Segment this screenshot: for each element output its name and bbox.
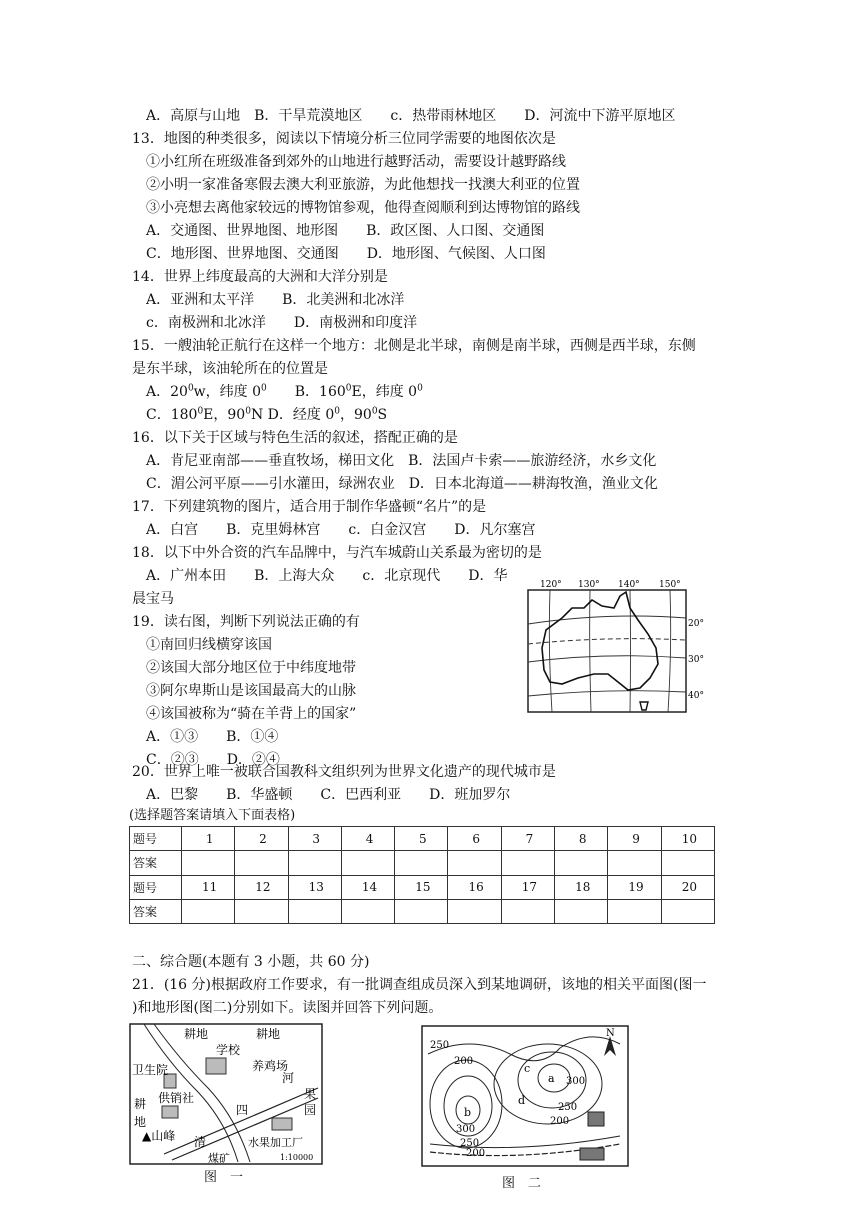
fig1-label: 清 (194, 1135, 207, 1149)
q19-stem: 19．读右图，判断下列说法正确的有 (132, 614, 360, 630)
figure-2-caption: 图 二 (502, 1176, 542, 1191)
degree-mark: 0 (197, 406, 204, 417)
answer-cell[interactable] (182, 851, 235, 875)
table-cell: 18 (555, 875, 608, 899)
point-label: b (464, 1106, 472, 1119)
fig1-label: 果 (304, 1087, 317, 1101)
q18-options: A．广州本田 B．上海大众 c．北京现代 D．华 (146, 568, 508, 584)
q19-item-3: ③阿尔卑斯山是该国最高大的山脉 (146, 683, 356, 699)
fig1-label: 河 (282, 1071, 295, 1085)
table-header-cell: 答案 (130, 851, 182, 875)
answer-cell[interactable] (448, 851, 501, 875)
table-note: (选择题答案请填入下面表格) (129, 808, 296, 823)
q15-opt-a: A．20 (146, 384, 188, 400)
point-label: a (548, 1072, 555, 1085)
hatched-area (588, 1112, 604, 1126)
q13-item-2: ②小明一家准备寒假去澳大利亚旅游，为此他想找一找澳大利亚的位置 (146, 177, 580, 193)
answer-cell[interactable] (395, 899, 448, 923)
table-row (130, 851, 715, 875)
q19-item-1: ①南回归线横穿该国 (146, 637, 272, 653)
q14-stem: 14．世界上纬度最高的大洲和大洋分别是 (132, 269, 388, 285)
fig1-label: ▲山峰 (142, 1129, 176, 1143)
point-label: d (518, 1094, 526, 1107)
fig1-label: 供销社 (158, 1091, 195, 1105)
fig1-label: 煤矿 (208, 1152, 230, 1165)
q20-stem: 20．世界上唯一被联合国教科文组织列为世界文化遗产的现代城市是 (132, 764, 556, 780)
answer-cell[interactable] (288, 851, 341, 875)
q15-opt-d-mid: ，90 (339, 407, 372, 423)
q15-options-2 (146, 405, 387, 425)
q15-opt-c-mid: E，90 (203, 407, 246, 423)
table-cell: 10 (661, 827, 714, 851)
table-cell: 2 (235, 827, 288, 851)
fig1-label: 水果加工厂 (248, 1136, 303, 1149)
degree-mark: 0 (371, 406, 378, 417)
answer-cell[interactable] (235, 851, 288, 875)
fig1-label: 卫生院 (132, 1063, 169, 1077)
table-cell: 12 (235, 875, 288, 899)
fig1-label: 养鸡场 (252, 1059, 289, 1073)
fig1-label: 园 (304, 1103, 317, 1117)
q15-options-1 (146, 382, 423, 402)
tasmania (640, 702, 648, 710)
q19-item-4: ④该国被称为“骑在羊背上的国家” (146, 706, 357, 722)
answer-table (129, 826, 715, 924)
answer-cell[interactable] (448, 899, 501, 923)
answer-cell[interactable] (555, 899, 608, 923)
fig1-scale: 1:10000 (280, 1153, 314, 1162)
answer-cell[interactable] (608, 851, 661, 875)
figure-1-caption: 图 一 (204, 1170, 244, 1185)
table-cell: 8 (555, 827, 608, 851)
degree-mark: 0 (417, 383, 423, 394)
tropic-line (528, 639, 686, 644)
section2-heading: 二、综合题(本题有 3 小题，共 60 分) (132, 954, 370, 970)
contour-label: 250 (430, 1040, 450, 1051)
q13-options-2: C．地形图、世界地图、交通图 D．地形图、气候图、人口图 (146, 246, 546, 262)
q15-opt-a-mid: w，纬度 0 (193, 384, 262, 400)
degree-mark: 0 (334, 406, 340, 417)
point-label: c (524, 1062, 531, 1075)
q15-stem-2: 是东半球，该油轮所在的位置是 (132, 361, 328, 377)
q21-stem-2: )和地形图(图二)分别如下。读图并回答下列问题。 (132, 1000, 443, 1016)
answer-cell[interactable] (288, 899, 341, 923)
q20-options: A．巴黎 B．华盛顿 C．巴西利亚 D．班加罗尔 (146, 787, 511, 803)
degree-mark: 0 (187, 383, 194, 394)
contour-label: 250 (558, 1102, 578, 1113)
q15-opt-b-mid: E，纬度 0 (351, 384, 418, 400)
figure-1-plan-map (128, 1022, 324, 1168)
q17-stem: 17．下列建筑物的图片，适合用于制作华盛顿“名片”的是 (132, 499, 487, 515)
table-cell: 14 (341, 875, 394, 899)
q15-stem-1: 15．一艘油轮正航行在这样一个地方：北侧是北半球，南侧是南半球，西侧是西半球，东侧 (132, 338, 696, 354)
table-row (130, 827, 715, 851)
factory-building (272, 1118, 292, 1130)
hatched-area (580, 1148, 604, 1160)
table-cell: 15 (395, 875, 448, 899)
q16-stem: 16．以下关于区域与特色生活的叙述，搭配正确的是 (132, 430, 458, 446)
table-cell: 6 (448, 827, 501, 851)
answer-cell[interactable] (395, 851, 448, 875)
answer-cell[interactable] (341, 851, 394, 875)
answer-cell[interactable] (608, 899, 661, 923)
q15-opt-c: C．180 (146, 407, 198, 423)
q13-item-1: ①小红所在班级准备到郊外的山地进行越野活动，需要设计越野路线 (146, 154, 566, 170)
school-building (206, 1058, 226, 1074)
q19-item-2: ②该国大部分地区位于中纬度地带 (146, 660, 356, 676)
answer-cell[interactable] (341, 899, 394, 923)
contour-label: 200 (466, 1148, 486, 1159)
table-cell: 7 (501, 827, 554, 851)
australia-outline (542, 592, 658, 690)
answer-cell[interactable] (501, 851, 554, 875)
contour-label: 300 (566, 1076, 586, 1087)
table-cell: 1 (182, 827, 235, 851)
fig1-label: 耕地 (256, 1027, 281, 1041)
q13-item-3: ③小亮想去离他家较远的博物馆参观，他得查阅顺利到达博物馆的路线 (146, 200, 580, 216)
table-cell: 20 (661, 875, 714, 899)
table-cell: 11 (182, 875, 235, 899)
q14-options-2: c．南极洲和北冰洋 D．南极洲和印度洋 (146, 315, 418, 331)
degree-mark: 0 (345, 383, 352, 394)
table-header-cell: 答案 (130, 899, 182, 923)
lat-label: 20° (688, 619, 704, 629)
table-cell: 5 (395, 827, 448, 851)
table-row (130, 875, 715, 899)
table-cell: 4 (341, 827, 394, 851)
lon-label: 120° (540, 580, 562, 590)
table-cell: 17 (501, 875, 554, 899)
answer-cell[interactable] (661, 899, 714, 923)
australia-map (522, 578, 712, 718)
table-cell: 3 (288, 827, 341, 851)
q15-opt-d-end: S (377, 407, 388, 423)
answer-cell[interactable] (235, 899, 288, 923)
q15-opt-c-end: N D．经度 0 (250, 407, 335, 423)
lon-label: 150° (659, 580, 681, 590)
table-cell: 9 (608, 827, 661, 851)
q18-stem: 18．以下中外合资的汽车品牌中，与汽车城蔚山关系最为密切的是 (132, 545, 542, 561)
q16-options-2: C．湄公河平原——引水灌田，绿洲农业 D．日本北海道——耕海牧渔，渔业文化 (146, 476, 658, 492)
north-label: N (606, 1028, 615, 1039)
q17-options: A．白宫 B．克里姆林宫 c．白金汉宫 D．凡尔塞宫 (146, 522, 536, 538)
lon-label: 140° (618, 580, 640, 590)
q15-opt-b: B．160 (266, 384, 346, 400)
answer-cell[interactable] (182, 899, 235, 923)
contour-label: 200 (550, 1116, 570, 1127)
table-cell: 13 (288, 875, 341, 899)
coop-building (162, 1106, 178, 1118)
figure-2-contour-map (420, 1024, 630, 1170)
fig1-label: 地 (134, 1115, 147, 1129)
fig1-label: 耕 (134, 1097, 147, 1111)
contour-label: 200 (454, 1056, 474, 1067)
q18-options-wrap: 晨宝马 (132, 591, 174, 607)
q19-options-2: C．②③ D．②④ (146, 752, 280, 768)
degree-mark: 0 (245, 406, 251, 417)
table-cell: 16 (448, 875, 501, 899)
fig1-label: 学校 (216, 1043, 241, 1057)
answer-cell[interactable] (661, 851, 714, 875)
fig1-label: 四 (236, 1103, 249, 1117)
contour-label: 300 (456, 1124, 476, 1135)
q13-options-1: A．交通图、世界地图、地形图 B．政区图、人口图、交通图 (146, 223, 545, 239)
table-cell: 19 (608, 875, 661, 899)
q12-options: A．高原与山地 B．干旱荒漠地区 c．热带雨林地区 D．河流中下游平原地区 (146, 108, 676, 124)
lon-label: 130° (578, 580, 600, 590)
lat-label: 40° (688, 691, 704, 701)
contour-label: 250 (460, 1138, 480, 1149)
answer-cell[interactable] (501, 899, 554, 923)
q19-options-1: A．①③ B．①④ (146, 729, 279, 745)
table-header-cell: 题号 (130, 875, 182, 899)
table-header-cell: 题号 (130, 827, 182, 851)
q16-options-1: A．肯尼亚南部——垂直牧场，梯田文化 B．法国卢卡索——旅游经济，水乡文化 (146, 453, 657, 469)
q14-options-1: A．亚洲和太平洋 B．北美洲和北冰洋 (146, 292, 405, 308)
fig1-label: 耕地 (184, 1027, 209, 1041)
graticule (528, 590, 686, 712)
q21-stem-1: 21．(16 分)根据政府工作要求，有一批调查组成员深入到某地调研，该地的相关平面图(图一 (132, 977, 707, 993)
lat-label: 30° (688, 655, 704, 665)
answer-cell[interactable] (555, 851, 608, 875)
degree-mark: 0 (261, 383, 267, 394)
q13-stem: 13．地图的种类很多，阅读以下情境分析三位同学需要的地图依次是 (132, 131, 556, 147)
table-row (130, 899, 715, 923)
